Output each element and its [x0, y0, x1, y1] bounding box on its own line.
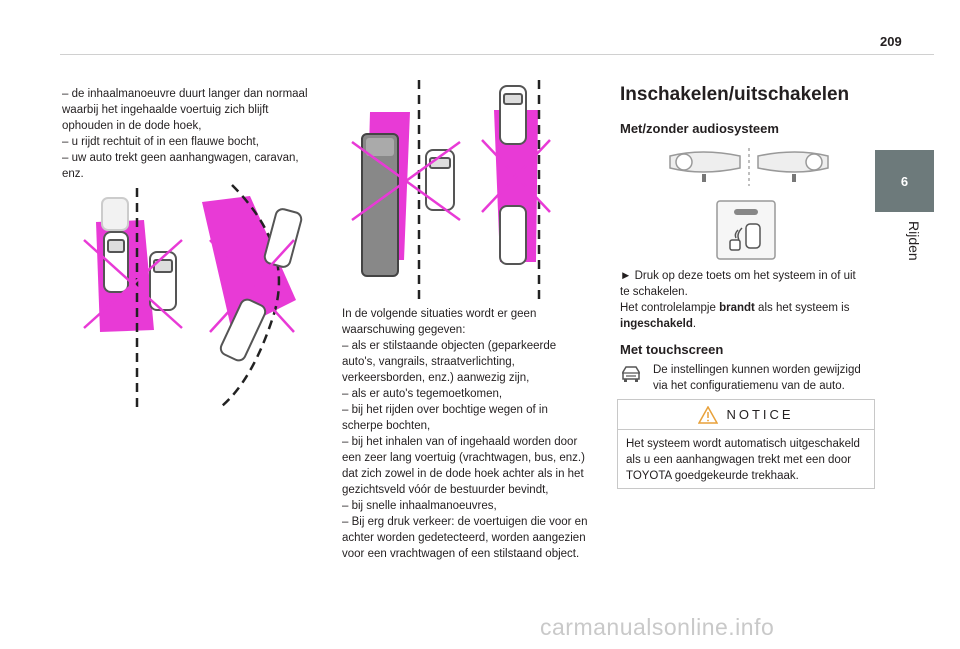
text-line: gezichtsveld vóór de bestuurder bevindt, [342, 484, 549, 496]
text-line: via het configuratiemenu van de auto. [653, 380, 845, 392]
text-line: enz. [62, 168, 84, 180]
watermark: carmanualsonline.info [540, 614, 775, 640]
blind-spot-illustration-left [82, 180, 322, 410]
text-line: auto's, vangrails, straatverlichting, [342, 356, 515, 368]
text-line: te schakelen. [620, 286, 688, 298]
text-line: – de inhaalmanoeuvre duurt langer dan normaal [62, 88, 308, 100]
subtitle-audio: Met/zonder audiosysteem [620, 121, 779, 136]
notice-text [618, 430, 874, 484]
mirror-indicator-icon [668, 146, 830, 188]
text-line: – bij snelle inhaalmanoeuvres, [342, 500, 497, 512]
notice-box [617, 399, 875, 489]
text-line: verkeersborden, enz.) aanwezig zijn, [342, 372, 530, 384]
text-line: ophouden in de dode hoek, [62, 120, 202, 132]
text-line: waarbij het ingehaalde voertuig zich blijft [62, 104, 269, 116]
text-line: – als er stilstaande objecten (geparkeerde [342, 340, 557, 352]
text-line: waarschuwing gegeven: [342, 324, 466, 336]
column-2-text [342, 306, 604, 562]
chapter-label-text: Rijden [906, 221, 922, 261]
car-settings-icon [620, 364, 642, 384]
text-line: De instellingen kunnen worden gewijzigd [653, 364, 861, 376]
bsm-button-icon[interactable] [716, 200, 776, 260]
notice-title: NOTICE [726, 407, 794, 422]
text-line: Het systeem wordt automatisch uitgeschakeld [626, 438, 860, 450]
text-line: voor een vrachtwagen of een stilstaand object. [342, 548, 580, 560]
section-title: Inschakelen/uitschakelen [620, 84, 850, 105]
text-line: – bij het rijden over bochtige wegen of in [342, 404, 548, 416]
text-line: Het controlelampje brandt als het systeem is [620, 302, 850, 314]
touchscreen-text [653, 362, 861, 394]
text-line: dat zich zowel in de dode hoek achter als in het [342, 468, 584, 480]
chapter-tab[interactable]: 6 [875, 150, 934, 212]
header-divider [60, 54, 934, 55]
text-line: ► Druk op deze toets om het systeem in of uit [620, 270, 856, 282]
text-line: als u een aanhangwagen trekt met een door [626, 454, 852, 466]
text-line: een zeer lang voertuig (vrachtwagen, bus, enz.) [342, 452, 585, 464]
text-line: – u rijdt rechtuit of in een flauwe bocht, [62, 136, 259, 148]
column-1-text [62, 86, 324, 182]
text-line: scherpe bochten, [342, 420, 431, 432]
page-number: 209 [880, 34, 902, 49]
text-line: ingeschakeld. [620, 318, 697, 330]
text-line: – uw auto trekt geen aanhangwagen, caravan, [62, 152, 299, 164]
text-line: achter worden gedetecteerd, worden aangezien [342, 532, 586, 544]
touchscreen-note [620, 362, 876, 394]
text-line: TOYOTA goedgekeurde trekhaak. [626, 470, 799, 482]
notice-header [618, 400, 874, 430]
instruction-text [620, 268, 876, 332]
text-line: In de volgende situaties wordt er geen [342, 308, 537, 320]
text-line: – bij het inhalen van of ingehaald worden door [342, 436, 578, 448]
warning-icon [698, 406, 718, 424]
chapter-label [904, 218, 924, 288]
blind-spot-illustration-middle [342, 78, 557, 304]
subtitle-touchscreen: Met touchscreen [620, 342, 724, 357]
text-line: – als er auto's tegemoetkomen, [342, 388, 503, 400]
text-line: – Bij erg druk verkeer: de voertuigen die voor en [342, 516, 588, 528]
